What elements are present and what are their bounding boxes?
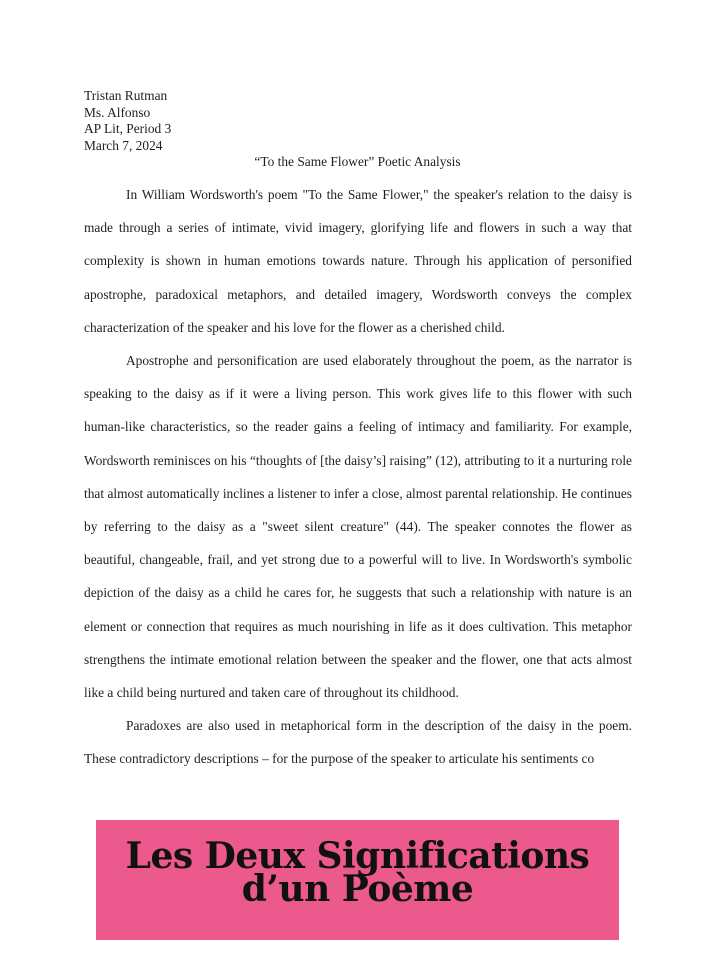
essay-body — [84, 178, 632, 776]
essay-title: “To the Same Flower” Poetic Analysis — [254, 154, 461, 169]
teacher-name: Ms. Alfonso — [84, 104, 151, 120]
paragraph-apostrophe: Apostrophe and personification are used elaborately throughout the poem, as the narrator is speaking to the daisy as if it were a living person. This work gives life to this flower with such human-like characteristics, so the reader gains a feeling of intimacy and familiarity. For example, Wordsworth reminisces on his “thoughts of [the daisy’s] raising” (12), attributing to it a nurturing role that almost automatically inclines a listener to infer a close, almost parental relationship. He continues by referring to the daisy as a "sweet silent creature" (44). The speaker connotes the flower as beautiful, changeable, frail, and yet strong due to a powerful will to live. In Wordsworth's symbolic depiction of the daisy as a child he cares for, he suggests that such a relationship with nature is an element or connection that requires as much nourishing in life as it does cultivation. This metaphor strengthens the intimate emotional relation between the speaker and the flower, one that acts almost like a child being nurtured and taken care of throughout its childhood. — [84, 353, 632, 701]
paragraph-paradoxes: Paradoxes are also used in metaphorical form in the description of the daisy in the poem. These contradictory descriptions – for the purpose of the speaker to articulate his sentiments co — [84, 718, 632, 767]
course-name: AP Lit, Period 3 — [84, 121, 172, 136]
essay-date: March 7, 2024 — [84, 137, 163, 153]
title-banner — [96, 820, 619, 940]
paragraph-intro: In William Wordsworth's poem "To the Same Flower," the speaker's relation to the daisy is made through a series of intimate, vivid imagery, glorifying life and flowers in such a way that complexity is shown in human emotions towards nature. Through his application of personified apostrophe, paradoxical metaphors, and detailed imagery, Wordsworth conveys the complex characterization of the speaker and his love for the flower as a cherished child. — [84, 187, 632, 335]
student-name: Tristan Rutman — [84, 88, 168, 103]
essay-heading — [84, 88, 171, 154]
banner-title: Les Deux Significations d’un Poème — [125, 835, 590, 910]
